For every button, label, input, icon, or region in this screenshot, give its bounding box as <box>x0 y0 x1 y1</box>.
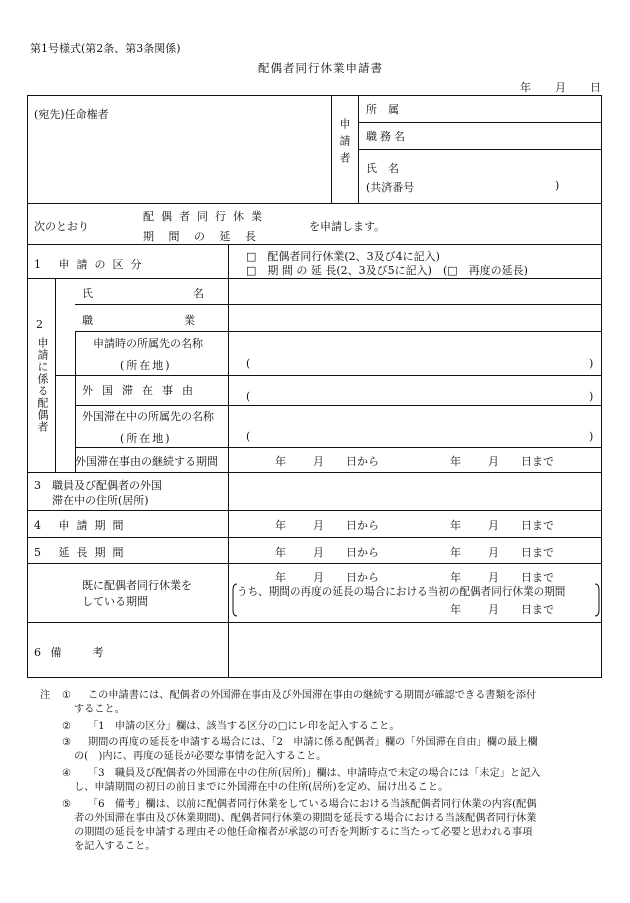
request-suffix: を申請します。 <box>309 220 386 233</box>
section-6-label: 6 備 考 <box>34 646 107 659</box>
classification-option-extension[interactable]: □ 期 間 の 延 長(2、3及び5に記入) (□ 再度の延長) <box>246 264 528 277</box>
s5-to-year: 年 <box>450 546 461 559</box>
section-3-label-line2: 滞在中の住所(居所) <box>52 494 149 507</box>
spouse-employer-location-label: (所在地) <box>120 359 172 372</box>
date-year-label: 年 <box>520 81 531 94</box>
s5-from-year: 年 <box>275 546 286 559</box>
applicant-label: 申請者 <box>338 118 351 169</box>
section-1-label: 1 申請の区分 <box>34 258 149 271</box>
spouse-occupation-label: 職業 <box>82 314 286 327</box>
request-prefix: 次のとおり <box>34 220 89 233</box>
continuation-period-label: 外国滞在事由の継続する期間 <box>75 455 218 468</box>
spouse-name-label: 氏名 <box>82 287 304 300</box>
foreign-employer-location-label: (所在地) <box>120 432 172 445</box>
section-4-label: 4 申請期間 <box>34 519 131 532</box>
prior-from-year: 年 <box>275 571 286 584</box>
note-5-line-3: の期間の延長を申請する理由その他任命権者が承認の可否を判断するに当たって必要と思われる事項 <box>74 827 533 838</box>
s4-to-year: 年 <box>450 519 461 532</box>
request-option-extension: 期間の延長 <box>143 230 271 243</box>
note-3-mark: ③ <box>62 737 72 748</box>
employer-open-paren: ( <box>246 357 251 370</box>
applicant-name-label: 氏 名 <box>366 162 399 175</box>
note-5-line-1: 「6 備考」欄は、以前に配偶者同行休業をしている場合における当該配偶者同行休業の内容(配偶 <box>88 799 537 810</box>
continuation-to-month: 月 <box>488 455 499 468</box>
initial-to-year: 年 <box>450 603 461 616</box>
date-day-label: 日 <box>590 81 601 94</box>
s4-from-day: 日から <box>346 519 379 532</box>
section-2-number: 2 <box>36 318 43 331</box>
s4-from-month: 月 <box>313 519 324 532</box>
initial-leave-period-note: うち、期間の再度の延長の場合における当初の配偶者同行休業の期間 <box>237 586 566 598</box>
request-option-leave: 配偶者同行休業 <box>143 210 269 223</box>
date-month-label: 月 <box>555 81 566 94</box>
employer-close-paren: ) <box>589 357 594 370</box>
s5-from-day: 日から <box>346 546 379 559</box>
page-title: 配偶者同行休業申請書 <box>258 61 383 75</box>
s5-to-month: 月 <box>488 546 499 559</box>
note-3-line-2: の( )内に、再度の延長が必要な事情を記入すること。 <box>74 751 327 762</box>
s4-to-day: 日まで <box>521 519 554 532</box>
note-5-mark: ⑤ <box>62 799 72 810</box>
section-3-label-line1: 3 職員及び配偶者の外国 <box>34 479 162 492</box>
foreign-employer-label: 外国滞在中の所属先の名称 <box>82 410 214 423</box>
continuation-to-day: 日まで <box>521 455 554 468</box>
spouse-employer-label: 申請時の所属先の名称 <box>93 337 203 350</box>
reason-close-paren: ) <box>589 390 594 403</box>
prior-from-day: 日から <box>346 571 379 584</box>
section-2-vertical-label: 申請に係る配偶者 <box>36 337 49 433</box>
s4-to-month: 月 <box>488 519 499 532</box>
mutual-aid-close-paren: ) <box>555 179 560 192</box>
initial-to-month: 月 <box>488 603 499 616</box>
note-1-line-2: すること。 <box>74 704 125 715</box>
note-1-line-1: この申請書には、配偶者の外国滞在事由及び外国滞在事由の継続する期間が確認できる書類を添付 <box>88 690 537 701</box>
note-4-line-2: し、申請期間の初日の前日までに外国滞在中の住所(居所)を定め、届け出ること。 <box>74 782 449 793</box>
prior-to-year: 年 <box>450 571 461 584</box>
s4-from-year: 年 <box>275 519 286 532</box>
affiliation-label: 所 属 <box>366 103 399 116</box>
note-4-line-1: 「3 職員及び配偶者の外国滞在中の住所(居所)」欄は、申請時点で未定の場合には「未定」と記入 <box>88 768 541 779</box>
notes-prefix: 注 <box>40 690 51 701</box>
continuation-from-day: 日から <box>346 455 379 468</box>
prior-to-month: 月 <box>488 571 499 584</box>
prior-leave-label-line2: している期間 <box>82 595 148 608</box>
note-3-line-1: 期間の再度の延長を申請する場合には、「2 申請に係る配偶者」欄の「外国滞在自由」欄の最上欄 <box>88 737 538 748</box>
continuation-to-year: 年 <box>450 455 461 468</box>
addressee-label: (宛先)任命権者 <box>34 108 109 121</box>
note-5-line-2: 者の外国滞在事由及び休業期間)、配偶者同行休業の期間を延長する場合における当該配偶者同行休業 <box>74 813 537 824</box>
continuation-from-year: 年 <box>275 455 286 468</box>
section-5-label: 5 延長期間 <box>34 546 131 559</box>
form-number: 第1号様式(第2条、第3条関係) <box>30 42 181 55</box>
prior-from-month: 月 <box>313 571 324 584</box>
continuation-from-month: 月 <box>313 455 324 468</box>
prior-to-day: 日まで <box>521 571 554 584</box>
note-1-mark: ① <box>62 690 72 701</box>
prior-leave-label-line1: 既に配偶者同行休業を <box>82 579 192 592</box>
s5-from-month: 月 <box>313 546 324 559</box>
foreign-stay-reason-label: 外国滞在事由 <box>82 384 202 397</box>
note-2-mark: ② <box>62 721 72 732</box>
initial-to-day: 日まで <box>521 603 554 616</box>
s5-to-day: 日まで <box>521 546 554 559</box>
foreign-employer-close-paren: ) <box>589 430 594 443</box>
mutual-aid-number-label: (共済番号 <box>366 181 415 194</box>
position-label: 職務名 <box>366 130 408 143</box>
foreign-employer-open-paren: ( <box>246 430 251 443</box>
reason-open-paren: ( <box>246 390 251 403</box>
classification-option-leave[interactable]: □ 配偶者同行休業(2、3及び4に記入) <box>246 250 440 263</box>
note-5-line-4: を記入すること。 <box>74 841 156 852</box>
note-2-line-1: 「1 申請の区分」欄は、該当する区分の□にレ印を記入すること。 <box>88 721 400 732</box>
note-4-mark: ④ <box>62 768 72 779</box>
